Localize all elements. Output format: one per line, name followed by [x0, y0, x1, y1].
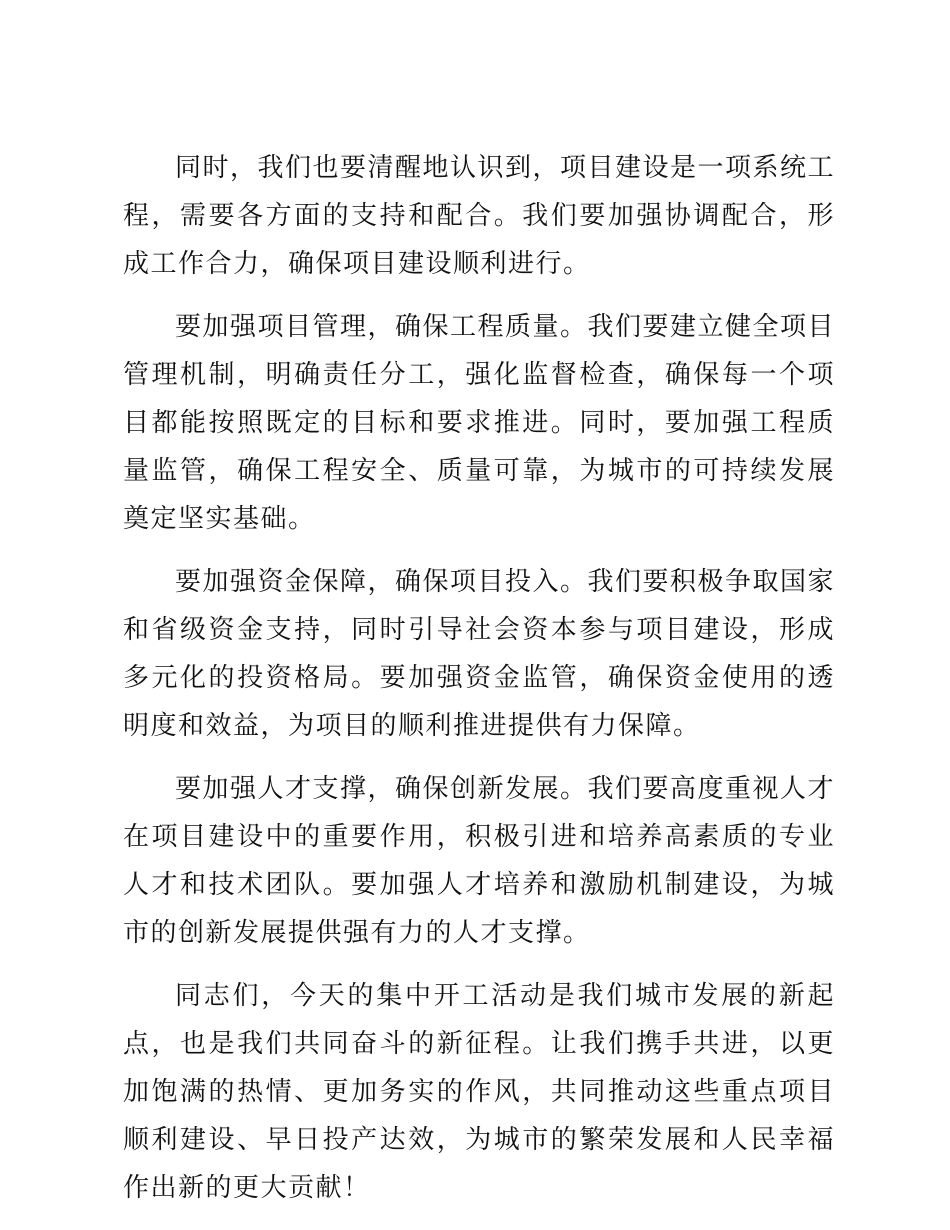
paragraph-closing: 同志们，今天的集中开工活动是我们城市发展的新起点，也是我们共同奋斗的新征程。让我们携手共进，以更加饱满的热情、更加务实的作风，共同推动这些重点项目顺利建设、早日投产达效，为城市的繁荣发展和人民幸福作出新的更大贡献！	[123, 981, 835, 1203]
document-body	[123, 144, 835, 1227]
paragraph-funding: 要加强资金保障，确保项目投入。我们要积极争取国家和省级资金支持，同时引导社会资本参与项目建设，形成多元化的投资格局。要加强资金监管，确保资金使用的透明度和效益，为项目的顺利推进提供有力保障。	[123, 567, 836, 741]
paragraph-project-management: 要加强项目管理，确保工程质量。我们要建立健全项目管理机制，明确责任分工，强化监督检查，确保每一个项目都能按照既定的目标和要求推进。同时，要加强工程质量监管，确保工程安全、质量可靠，为城市的可持续发展奠定坚实基础。	[123, 312, 836, 534]
paragraph-talent: 要加强人才支撑，确保创新发展。我们要高度重视人才在项目建设中的重要作用，积极引进和培养高素质的专业人才和技术团队。要加强人才培养和激励机制建设，为城市的创新发展提供强有力的人才支撑。	[123, 774, 836, 948]
paragraph-coordination: 同时，我们也要清醒地认识到，项目建设是一项系统工程，需要各方面的支持和配合。我们要加强协调配合，形成工作合力，确保项目建设顺利进行。	[123, 153, 836, 279]
